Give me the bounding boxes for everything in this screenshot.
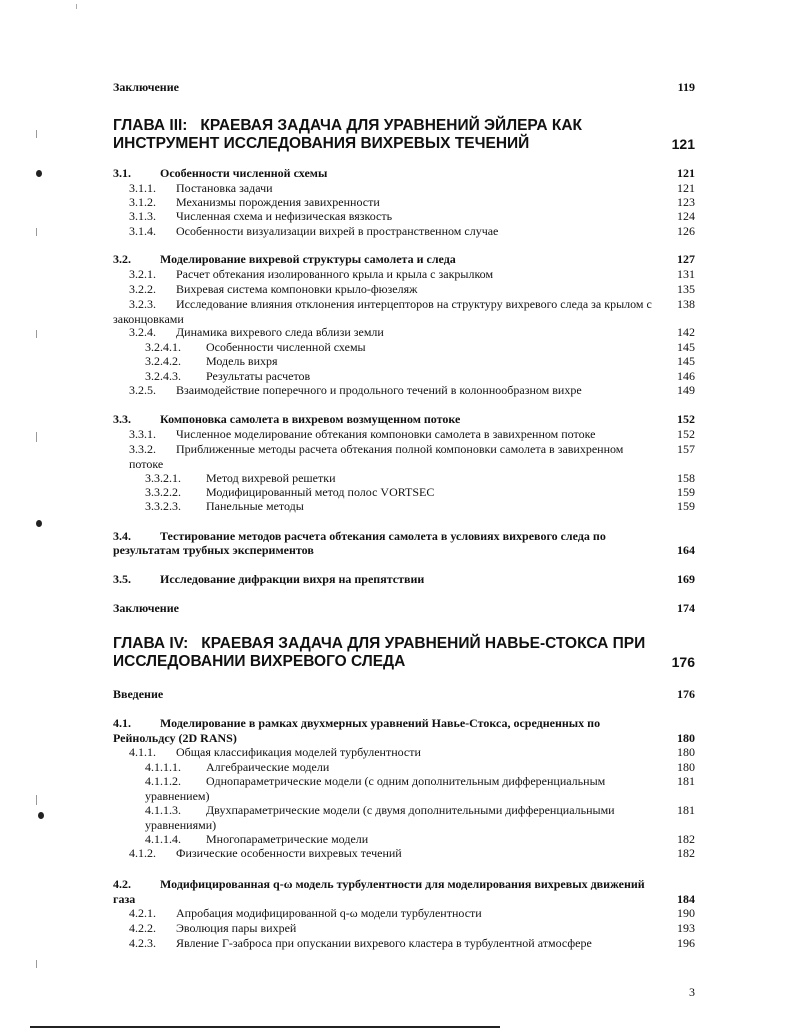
section-number: 3.2.2. <box>129 282 156 296</box>
section-number: 3.5. <box>113 572 131 586</box>
page-ref: 190 <box>677 906 695 920</box>
section-number: 3.2.4.3. <box>145 369 181 383</box>
section-title-continued: уравнением) <box>145 789 210 803</box>
toc-entry-3-2-4-2 <box>0 353 799 369</box>
page-ref: 123 <box>677 195 695 209</box>
page-ref: 126 <box>677 224 695 238</box>
bottom-rule <box>30 1026 500 1028</box>
section-number: 3.2.3. <box>129 297 156 311</box>
toc-entry <box>0 600 799 616</box>
section-number: 3.2.4.2. <box>145 354 181 368</box>
section-number: 3.1.4. <box>129 224 156 238</box>
page-ref: 157 <box>677 442 695 456</box>
chapter-heading <box>0 634 799 678</box>
page-ref: 180 <box>677 745 695 759</box>
section-number: 3.2.4.1. <box>145 340 181 354</box>
section-number: 3.1.3. <box>129 209 156 223</box>
section-number: 3.2.5. <box>129 383 156 397</box>
chapter-title-line-1: ГЛАВА III: КРАЕВАЯ ЗАДАЧА ДЛЯ УРАВНЕНИЙ ЭЙЛЕРА КАК <box>113 117 583 134</box>
page-number: 3 <box>689 985 695 999</box>
section-title: Моделирование в рамках двухмерных уравнений Навье-Стокса, осредненных по <box>160 716 601 730</box>
section-title: Заключение <box>113 601 179 615</box>
page-ref: 176 <box>677 687 695 701</box>
page-ref: 181 <box>677 803 695 817</box>
section-title: Однопараметрические модели (с одним дополнительным дифференциальным <box>206 774 606 788</box>
section-number: 3.3.2.3. <box>145 499 181 513</box>
section-title: Особенности численной схемы <box>160 166 328 180</box>
scan-margin-mark <box>36 330 37 338</box>
toc-entry-4-2-2 <box>0 920 799 936</box>
section-title: Модифицированная q-ω модель турбулентности для моделирования вихревых движений <box>160 877 645 891</box>
section-title: Двухпараметрические модели (с двумя дополнительными дифференциальными <box>206 803 615 817</box>
section-number: 3.3. <box>113 412 131 426</box>
section-title-continued: результатам трубных экспериментов <box>113 543 314 557</box>
section-number: 3.3.2.1. <box>145 471 181 485</box>
scan-margin-mark <box>36 228 37 236</box>
scan-hole-mark <box>36 520 42 527</box>
section-title: Модифицированный метод полос VORTSEC <box>206 485 435 499</box>
section-number: 3.2.4. <box>129 325 156 339</box>
page-ref: 174 <box>677 601 695 615</box>
page-ref: 146 <box>677 369 695 383</box>
toc-entry-4-1-1-3 <box>0 802 799 818</box>
section-number: 4.2.2. <box>129 921 156 935</box>
toc-entry-4-2-3 <box>0 935 799 951</box>
toc-entry-3-3-1 <box>0 426 799 442</box>
section-title: Механизмы порождения завихренности <box>176 195 380 209</box>
page-ref: 145 <box>677 354 695 368</box>
page-ref: 193 <box>677 921 695 935</box>
scan-mark <box>76 4 77 9</box>
chapter-title-line-2: ИССЛЕДОВАНИИ ВИХРЕВОГО СЛЕДА <box>113 653 406 670</box>
section-title: Общая классификация моделей турбулентности <box>176 745 421 759</box>
page-ref: 145 <box>677 340 695 354</box>
page-ref: 119 <box>677 80 695 94</box>
section-title: Расчет обтекания изолированного крыла и крыла с закрылком <box>176 267 494 281</box>
section-title: Особенности визуализации вихрей в пространственном случае <box>176 224 499 238</box>
page-ref: 131 <box>677 267 695 281</box>
section-number: 4.1.2. <box>129 846 156 860</box>
section-title: Апробация модифицированной q-ω модели турбулентности <box>176 906 482 920</box>
toc-entry-3-1-4 <box>0 223 799 239</box>
toc-entry-4-2 <box>0 876 799 892</box>
section-title: Постановка задачи <box>176 181 273 195</box>
section-title: Алгебраические модели <box>206 760 330 774</box>
toc-entry-3-1-3 <box>0 208 799 224</box>
section-title-continued: законцовками <box>113 312 184 326</box>
section-title-continued: газа <box>113 892 136 906</box>
section-title: Панельные методы <box>206 499 304 513</box>
toc-entry-3-1 <box>0 165 799 181</box>
section-number: 4.1.1. <box>129 745 156 759</box>
page-ref: 180 <box>677 731 695 745</box>
section-title: Явление Г-заброса при опускании вихревого кластера в турбулентной атмосфере <box>176 936 592 950</box>
toc-entry-3-2-1 <box>0 266 799 282</box>
section-title: Физические особенности вихревых течений <box>176 846 402 860</box>
scan-hole-mark <box>38 812 44 819</box>
page-ref: 152 <box>677 427 695 441</box>
scan-margin-mark <box>36 432 37 442</box>
section-title: Приближенные методы расчета обтекания полной компоновки самолета в завихренном <box>176 442 624 456</box>
scan-margin-mark <box>36 960 37 968</box>
toc-entry-3-3-2-3 <box>0 498 799 514</box>
section-number: 4.2.3. <box>129 936 156 950</box>
page-ref: 182 <box>677 846 695 860</box>
toc-entry-4-2-1 <box>0 905 799 921</box>
section-title: Введение <box>113 687 164 701</box>
section-title: Взаимодействие поперечного и продольного течений в колоннообразном вихре <box>176 383 582 397</box>
section-title: Динамика вихревого следа вблизи земли <box>176 325 384 339</box>
section-number: 3.1.2. <box>129 195 156 209</box>
section-title: Компоновка самолета в вихревом возмущенном потоке <box>160 412 461 426</box>
page-ref: 159 <box>677 485 695 499</box>
page-ref: 181 <box>677 774 695 788</box>
toc-entry-3-2-5 <box>0 382 799 398</box>
section-number: 4.1.1.4. <box>145 832 181 846</box>
section-title: Исследование дифракции вихря на препятствии <box>160 572 425 586</box>
section-number: 3.3.1. <box>129 427 156 441</box>
section-title: Особенности численной схемы <box>206 340 366 354</box>
section-number: 3.2.1. <box>129 267 156 281</box>
section-title: Моделирование вихревой структуры самолета и следа <box>160 252 456 266</box>
page-ref: 121 <box>677 166 695 180</box>
section-number: 3.4. <box>113 529 131 543</box>
section-title: Численная схема и нефизическая вязкость <box>176 209 393 223</box>
section-title: Вихревая система компоновки крыло-фюзеляж <box>176 282 418 296</box>
page-ref: 180 <box>677 760 695 774</box>
chapter-title-line-1: ГЛАВА IV: КРАЕВАЯ ЗАДАЧА ДЛЯ УРАВНЕНИЙ НАВЬЕ-СТОКСА ПРИ <box>113 635 646 652</box>
toc-entry-3-5 <box>0 571 799 587</box>
page-ref: 138 <box>677 297 695 311</box>
section-number: 3.2. <box>113 252 131 266</box>
toc-entry-3-2-2 <box>0 281 799 297</box>
page-ref: 184 <box>677 892 695 906</box>
section-title: Исследование влияния отклонения интерцепторов на структуру вихревого следа за крылом с <box>176 297 652 311</box>
section-title: Эволюция пары вихрей <box>176 921 297 935</box>
section-number: 3.1.1. <box>129 181 156 195</box>
scan-margin-mark <box>36 130 37 138</box>
section-number: 4.2.1. <box>129 906 156 920</box>
toc-entry-4-1-2 <box>0 845 799 861</box>
page-ref: 159 <box>677 499 695 513</box>
page-ref: 121 <box>677 181 695 195</box>
section-number: 4.1.1.2. <box>145 774 181 788</box>
section-number: 4.1.1.1. <box>145 760 181 774</box>
section-title: Заключение <box>113 80 179 94</box>
section-number: 4.2. <box>113 877 131 891</box>
section-title: Многопараметрические модели <box>206 832 369 846</box>
toc-entry-4-1 <box>0 715 799 731</box>
page-ref: 182 <box>677 832 695 846</box>
page-ref: 152 <box>677 412 695 426</box>
chapter-title-line-2: ИНСТРУМЕНТ ИССЛЕДОВАНИЯ ВИХРЕВЫХ ТЕЧЕНИЙ <box>113 135 530 152</box>
page-ref: 135 <box>677 282 695 296</box>
page-ref: 196 <box>677 936 695 950</box>
page-ref: 142 <box>677 325 695 339</box>
page-ref: 127 <box>677 252 695 266</box>
section-title-continued: потоке <box>129 457 164 471</box>
section-title: Метод вихревой решетки <box>206 471 336 485</box>
toc-entry-3-2 <box>0 251 799 267</box>
toc-entry-3-3 <box>0 411 799 427</box>
toc-entry-4-1-1 <box>0 744 799 760</box>
toc-entry-4-1-1-2 <box>0 773 799 789</box>
section-title-continued: Рейнольдсу (2D RANS) <box>113 731 237 745</box>
toc-entry-3-3-2 <box>0 441 799 457</box>
section-number: 4.1.1.3. <box>145 803 181 817</box>
toc-entry <box>0 686 799 702</box>
section-number: 3.1. <box>113 166 131 180</box>
page-ref: 149 <box>677 383 695 397</box>
section-number: 3.3.2. <box>129 442 156 456</box>
section-title: Тестирование методов расчета обтекания самолета в условиях вихревого следа по <box>160 529 606 543</box>
page-ref: 169 <box>677 572 695 586</box>
page-ref: 164 <box>677 543 695 557</box>
scan-hole-mark <box>36 170 42 177</box>
toc-entry-continuation <box>0 542 799 558</box>
section-title: Модель вихря <box>206 354 278 368</box>
toc-entry-3-2-3 <box>0 296 799 312</box>
scan-margin-mark <box>36 795 37 805</box>
chapter-heading <box>0 116 799 160</box>
section-title: Результаты расчетов <box>206 369 311 383</box>
page-ref: 158 <box>677 471 695 485</box>
section-number: 4.1. <box>113 716 131 730</box>
chapter-page-number: 121 <box>671 136 695 152</box>
toc-entry <box>0 79 799 95</box>
section-title: Численное моделирование обтекания компоновки самолета в завихренном потоке <box>176 427 596 441</box>
page-ref: 124 <box>677 209 695 223</box>
section-title-continued: уравнениями) <box>145 818 217 832</box>
chapter-page-number: 176 <box>671 654 695 670</box>
toc-entry-3-2-4 <box>0 324 799 340</box>
section-number: 3.3.2.2. <box>145 485 181 499</box>
